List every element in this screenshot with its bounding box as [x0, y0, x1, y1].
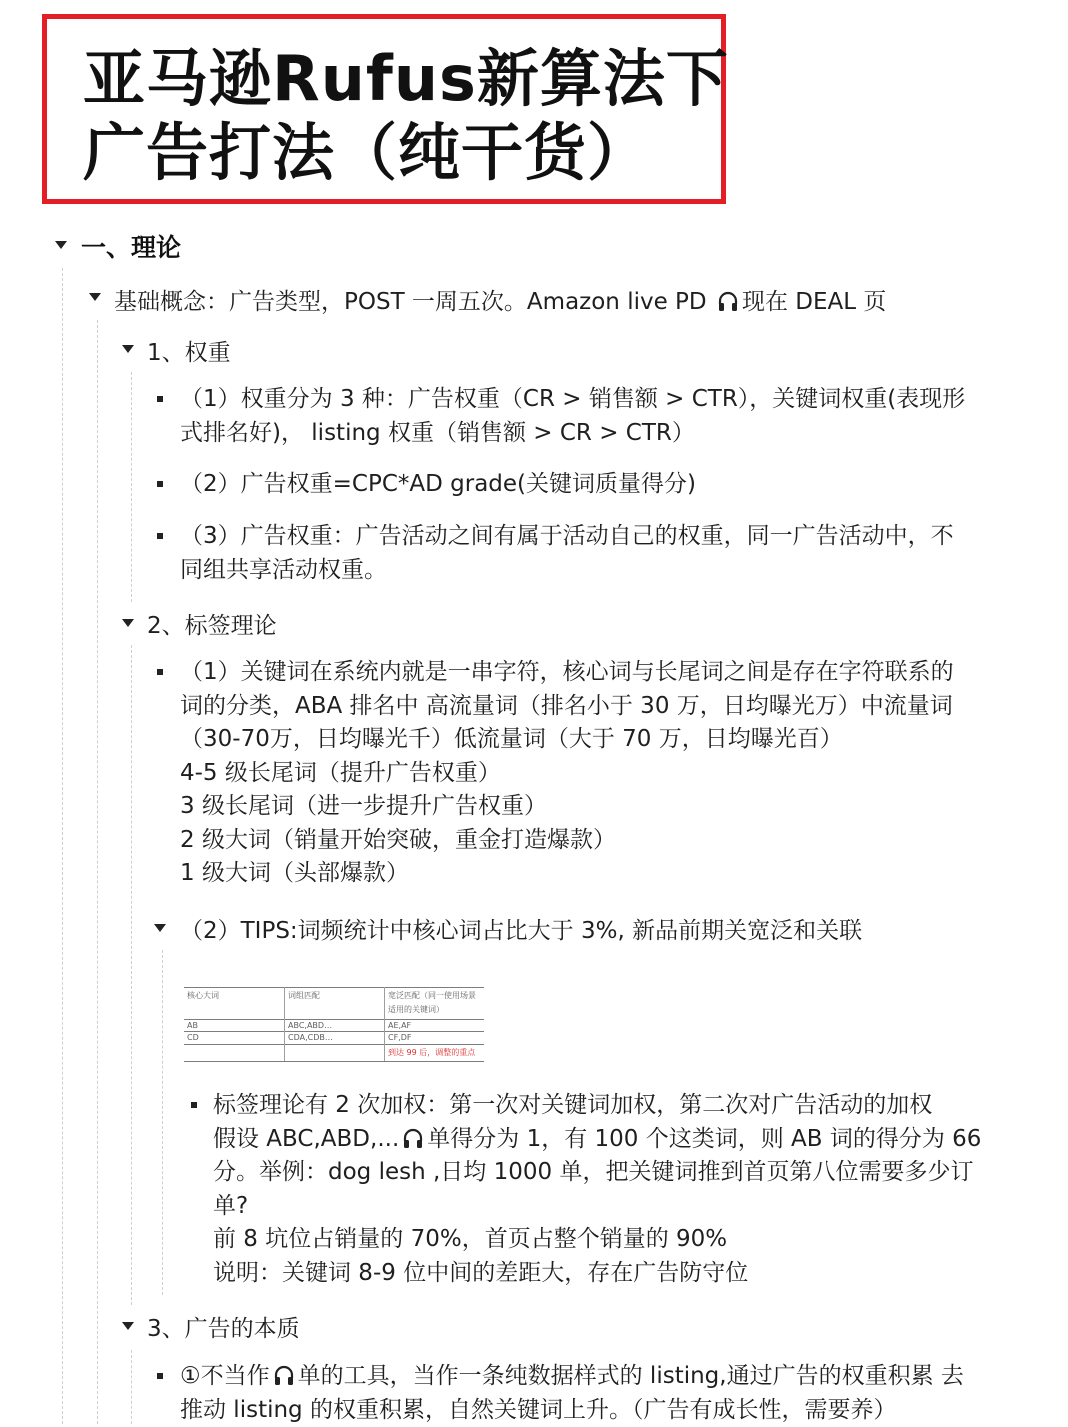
- outline-guide: [131, 372, 132, 602]
- text-line: （1）关键词在系统内就是一串字符，核心词与长尾词之间是存在字符联系的: [180, 656, 954, 690]
- basic-concept-text-2: 现在 DEAL 页: [742, 289, 886, 315]
- bullet: [191, 1102, 197, 1108]
- weight-item-2: [180, 468, 696, 502]
- text-segment: ①不当作: [180, 1363, 270, 1389]
- text-segment: 单得分为 1，有 100 个这类词，则 AB 词的得分为 66: [427, 1126, 981, 1152]
- headphones-icon: [401, 1126, 425, 1150]
- text-line: [213, 1123, 981, 1157]
- title-line-2: 广告打法（纯干货）: [83, 117, 650, 189]
- table-cell: AB: [187, 1021, 198, 1030]
- bullet: [157, 669, 163, 675]
- match-type-table: [184, 987, 486, 1063]
- basic-concept-line: [114, 283, 886, 316]
- text-line: 单?: [213, 1190, 981, 1224]
- subsection-heading: 3、广告的本质: [147, 1310, 300, 1343]
- headphones-icon: [716, 289, 740, 313]
- collapse-toggle-icon[interactable]: [154, 924, 166, 932]
- table-cell: ABC,ABD…: [288, 1021, 332, 1030]
- bullet: [157, 1373, 163, 1379]
- text-line: 4-5 级长尾词（提升广告权重）: [180, 757, 954, 791]
- text-line: 同组共享活动权重。: [180, 554, 954, 588]
- label-theory-item-1: [180, 656, 954, 891]
- text-line: 1 级大词（头部爆款）: [180, 857, 954, 891]
- collapse-toggle-icon[interactable]: [89, 293, 101, 301]
- outline-guide: [162, 950, 163, 1295]
- bullet: [157, 533, 163, 539]
- collapse-toggle-icon[interactable]: [122, 1322, 134, 1330]
- weighting-note: [213, 1089, 981, 1290]
- text-line: 词的分类，ABA 排名中 高流量词（排名小于 30 万，日均曝光万）中流量词: [180, 690, 954, 724]
- collapse-toggle-icon[interactable]: [55, 241, 67, 249]
- section-heading: 一、理论: [81, 228, 181, 264]
- table-header-cell: 核心大词: [187, 990, 219, 1001]
- collapse-toggle-icon[interactable]: [122, 345, 134, 353]
- outline-guide: [97, 320, 98, 1424]
- weight-item-1: [180, 383, 965, 450]
- tips-line: （2）TIPS:词频统计中核心词占比大于 3%, 新品前期关宽泛和关联: [180, 912, 862, 945]
- table-cell: 到达 99 后，调整的重点: [388, 1047, 475, 1058]
- text-line: 3 级长尾词（进一步提升广告权重）: [180, 790, 954, 824]
- outline-guide: [131, 1350, 132, 1424]
- bullet: [157, 481, 163, 487]
- title-box: [42, 14, 726, 204]
- text-segment: 假设 ABC,ABD,...: [213, 1126, 399, 1152]
- text-line: （30-70万，日均曝光千）低流量词（大于 70 万，日均曝光百）: [180, 723, 954, 757]
- text-line: （2）广告权重=CPC*AD grade(关键词质量得分): [180, 468, 696, 502]
- text-line: 前 8 坑位占销量的 70%，首页占整个销量的 90%: [213, 1223, 981, 1257]
- table-header-cell: 适用的关键词）: [388, 1004, 444, 1015]
- essence-item: [180, 1360, 964, 1427]
- table-header-cell: 词组匹配: [288, 990, 320, 1001]
- text-line: 式排名好)， listing 权重（销售额 > CR > CTR）: [180, 417, 965, 451]
- table-cell: AE,AF: [388, 1021, 411, 1030]
- bullet: [157, 396, 163, 402]
- text-line: 标签理论有 2 次加权：第一次对关键词加权，第二次对广告活动的加权: [213, 1089, 981, 1123]
- text-segment: 单的工具，当作一条纯数据样式的 listing,通过广告的权重积累 去: [298, 1363, 964, 1389]
- text-line: 说明：关键词 8-9 位中间的差距大，存在广告防守位: [213, 1257, 981, 1291]
- basic-concept-text: 基础概念：广告类型，POST 一周五次。Amazon live PD: [114, 289, 714, 315]
- table-cell: CD: [187, 1033, 199, 1042]
- text-line: 推动 listing 的权重积累，自然关键词上升。（广告有成长性，需要养）: [180, 1394, 964, 1427]
- headphones-icon: [272, 1363, 296, 1387]
- outline-guide: [131, 645, 132, 1305]
- weight-item-3: [180, 520, 954, 587]
- collapse-toggle-icon[interactable]: [122, 619, 134, 627]
- text-line: （1）权重分为 3 种：广告权重（CR > 销售额 > CTR），关键词权重(表现形: [180, 383, 965, 417]
- outline-guide: [62, 268, 63, 1424]
- subsection-heading: 1、权重: [147, 334, 231, 367]
- table-cell: CF,DF: [388, 1033, 412, 1042]
- table-cell: CDA,CDB…: [288, 1033, 333, 1042]
- text-line: [180, 1360, 964, 1394]
- subsection-heading: 2、标签理论: [147, 607, 277, 640]
- text-line: 分。举例：dog lesh ,日均 1000 单，把关键词推到首页第八位需要多少订: [213, 1156, 981, 1190]
- text-line: （3）广告权重：广告活动之间有属于活动自己的权重，同一广告活动中，不: [180, 520, 954, 554]
- table-header-cell: 宽泛匹配（同一使用场景: [388, 990, 476, 1001]
- text-line: 2 级大词（销量开始突破，重金打造爆款）: [180, 824, 954, 858]
- title-line-1: 亚马逊Rufus新算法下: [83, 43, 729, 115]
